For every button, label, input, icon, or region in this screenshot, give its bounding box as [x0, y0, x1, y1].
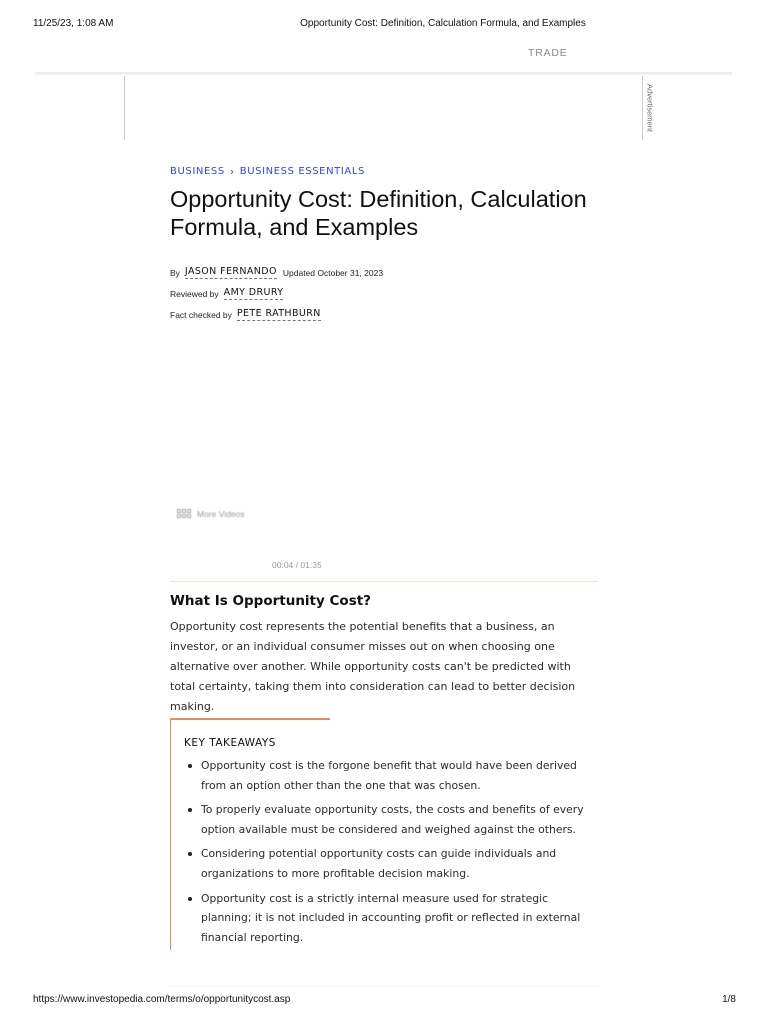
list-item: Opportunity cost is a strictly internal measure used for strategic planning; it is not included in accounting profit or reflected in external financial reporting. — [186, 889, 586, 948]
video-divider — [170, 581, 598, 582]
video-duration: 01:35 — [300, 560, 322, 570]
reviewed-by-label: Reviewed by — [170, 288, 219, 299]
print-doc-title: Opportunity Cost: Definition, Calculation Formula, and Examples — [300, 18, 586, 29]
reviewer-link[interactable]: AMY DRURY — [223, 287, 284, 298]
byline-author — [170, 266, 383, 279]
content-bottom-divider — [170, 986, 598, 987]
key-takeaways-title: KEY TAKEAWAYS — [184, 737, 276, 749]
breadcrumb — [170, 165, 365, 178]
key-takeaways-list — [186, 756, 586, 952]
more-videos-label: More Videos — [197, 509, 245, 519]
by-label: By — [170, 267, 180, 278]
updated-date: Updated October 31, 2023 — [282, 267, 384, 278]
breadcrumb-business-essentials[interactable]: BUSINESS ESSENTIALS — [239, 166, 365, 177]
list-item: Considering potential opportunity costs can guide individuals and organizations to more profitable decision making. — [186, 844, 586, 883]
ad-slot-right-border — [642, 76, 643, 140]
byline-factchecker — [170, 308, 321, 321]
list-item: Opportunity cost is the forgone benefit that would have been derived from an option other than the one that was chosen. — [186, 756, 586, 795]
ad-slot-left-border — [124, 76, 125, 140]
article-title — [170, 185, 610, 241]
factchecker-link[interactable]: PETE RATHBURN — [236, 308, 321, 319]
list-item: To properly evaluate opportunity costs, the costs and benefits of every option available must be considered and weighed against the others. — [186, 800, 586, 839]
video-time-separator: / — [295, 560, 299, 570]
article-title-line-2: Formula, and Examples — [170, 214, 419, 240]
article-title-line-1: Opportunity Cost: Definition, Calculation — [170, 186, 587, 212]
print-datetime: 11/25/23, 1:08 AM — [33, 18, 114, 29]
nav-bar-divider — [35, 72, 732, 76]
video-timestamp — [272, 560, 322, 570]
key-takeaways-accent — [170, 718, 330, 720]
fact-checked-by-label: Fact checked by — [170, 309, 232, 320]
grid-icon — [177, 509, 191, 519]
byline-reviewer — [170, 287, 283, 300]
print-header — [0, 18, 768, 32]
section-body: Opportunity cost represents the potential benefits that a business, an investor, or an individual consumer misses out on when choosing one alternative over another. While opportunity costs can't be predicted with total certainty, taking them into consideration can lead to better decision making. — [170, 620, 576, 713]
chevron-right-icon: › — [229, 165, 235, 178]
breadcrumb-business[interactable]: BUSINESS — [170, 166, 225, 177]
author-link[interactable]: JASON FERNANDO — [184, 266, 277, 277]
advertisement-label: Advertisement — [645, 84, 655, 132]
print-page-number: 1/8 — [722, 994, 736, 1005]
nav-trade-link[interactable]: TRADE — [528, 47, 568, 59]
print-url: https://www.investopedia.com/terms/o/opportunitycost.asp — [33, 994, 291, 1005]
print-footer — [0, 994, 768, 1008]
section-heading: What Is Opportunity Cost? — [170, 593, 372, 609]
video-current-time: 00:04 — [272, 560, 294, 570]
video-player[interactable] — [170, 330, 598, 582]
more-videos-button[interactable] — [177, 509, 245, 519]
